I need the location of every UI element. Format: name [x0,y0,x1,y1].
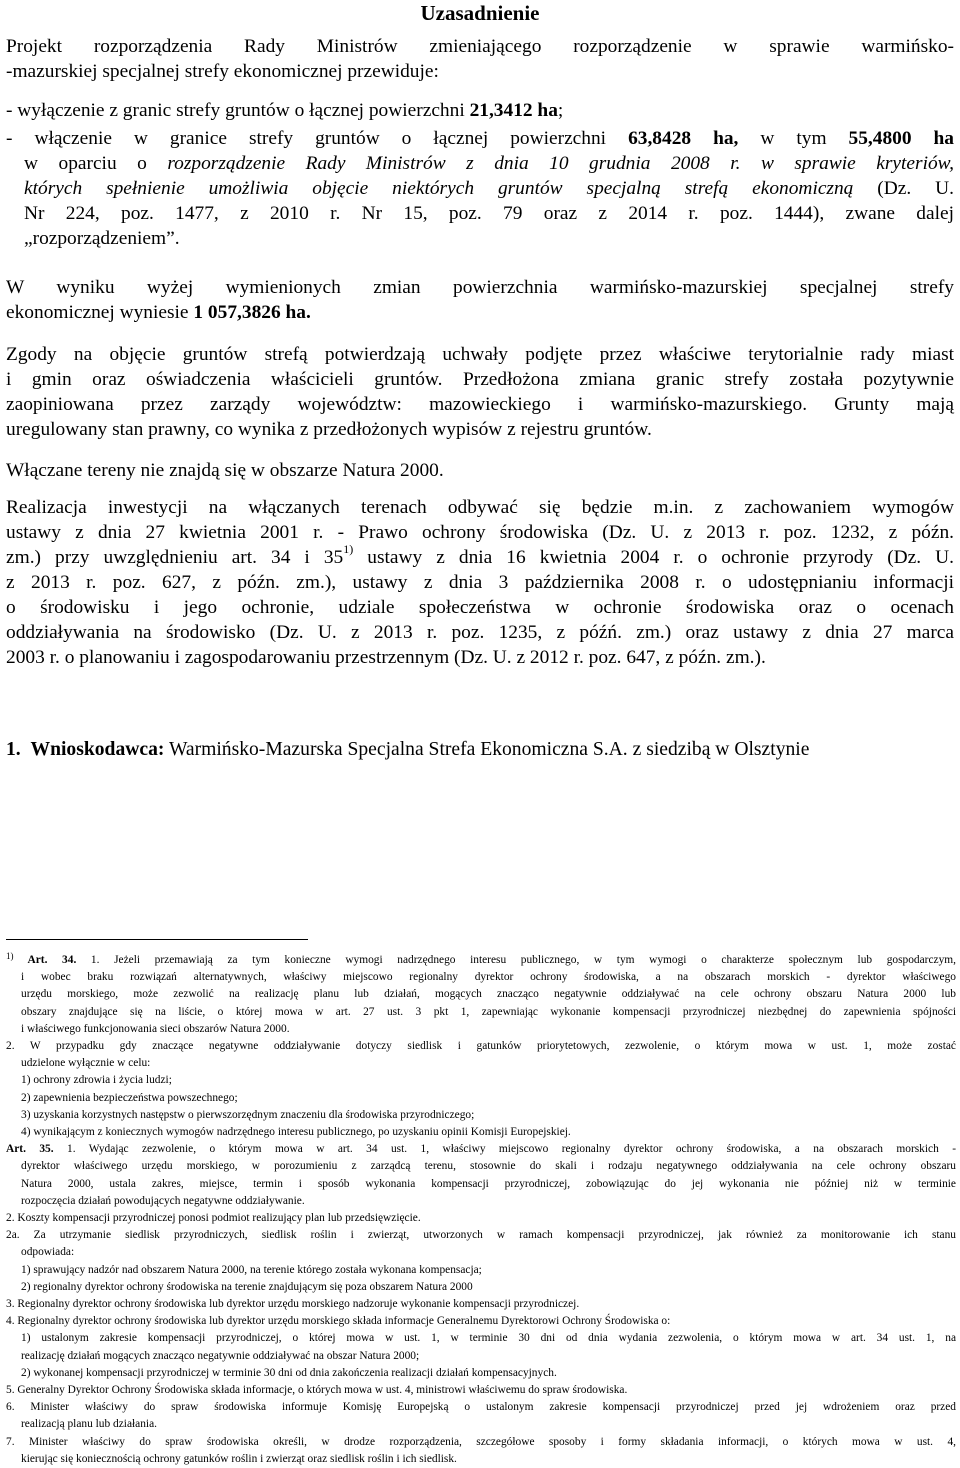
footnote-text: 2) zapewnienia bezpieczeństwa powszechnego; [21,1091,238,1104]
text-line: W wyniku wyżej wymienionych zmian powierzchnia warmińsko-mazurskiej specjalnej strefy [6,277,954,298]
area-paragraph [6,275,954,325]
text-line: -mazurskiej specjalnej strefy ekonomicznej przewiduje: [6,61,439,82]
natura-paragraph [6,458,954,483]
bullet-text: - włączenie w granice strefy gruntów o łącznej powierzchni [6,128,629,149]
footnote-text: 4. Regionalny dyrektor ochrony środowiska lub dyrektor urzędu morskiego składa informacje Generalnemu Dyrektorowi Ochrony Środowiska o: [6,1315,671,1328]
footnote-text: realizację działań mogących znacząco negatywnie oddziaływać na obszar Natura 2000; [21,1349,420,1362]
footnote-text: 2a. Za utrzymanie siedlisk przyrodniczych, siedlisk roślin i zwierząt, utworzonych w ramach kompensacji przyrodniczej, jak również za monitorowanie ich stanu [6,1229,956,1242]
footnote-text: 3) uzyskania korzystnych następstw o pierwszorzędnym znaczeniu dla środowiska przyrodniczego; [21,1108,475,1121]
footnote-text: dyrektor właściwego urzędu morskiego, w porozumieniu z zarządcą terenu, stosownie do skali i rodzaju negatywnego oddziaływania na cele ochrony obszaru [21,1160,956,1173]
punct: ; [557,100,564,121]
footnote-text: 1) sprawujący nadzór nad obszarem Natura 2000, na terenie którego została wykonana kompensacja; [21,1263,482,1276]
text-line: Realizacja inwestycji na włączanych terenach odbywać się będzie m.in. z zachowaniem wymogów [6,497,954,518]
area-value: 63,8428 ha, [628,128,739,149]
text-line: zaopiniowana przez zarządy województw: mazowieckiego i warmińsko-mazurskiego. Grunty mają [6,394,954,415]
footnote-text: 1) ustalonym zakresie kompensacji przyrodniczej, o której mowa w ust. 1, w terminie 30 dni od dnia wydania zezwolenia, o którym mowa w art. 34 ust. 1, na [21,1332,956,1345]
bullet-text: w tym [738,128,849,149]
implementation-paragraph [6,495,954,670]
footnote-mark: 1) [6,951,14,961]
citation: „rozporządzeniem”. [24,228,180,249]
text-line: ustawy z dnia 27 kwietnia 2001 r. - Prawo ochrony środowiska (Dz. U. z 2013 r. poz. 1232, z późn. [6,522,954,543]
total-area-value: 1 057,3826 ha. [193,302,311,323]
footnote-text: urzędu morskiego, może zezwolić na realizację planu lub działań, mogących znacząco negatywnie oddziaływać na cele ochrony obszaru Natura 2000 lub [21,988,956,1001]
area-value: 21,3412 ha [469,100,558,121]
footnote-text: 1) ochrony zdrowia i życia ludzi; [21,1074,172,1087]
section-number: 1. [6,739,21,760]
bullet-text: - wyłączenie z granic strefy gruntów o łącznej powierzchni [6,100,470,121]
article-label: Art. 35. [6,1143,54,1156]
applicant-label: Wnioskodawca: [30,739,165,760]
area-value: 55,4800 ha [848,128,954,149]
text-line: z 2013 r. poz. 627, z późn. zm.), ustawy z dnia 3 października 2008 r. o udostępnianiu informacji [6,572,954,593]
bullet-text: w oparciu o [24,153,168,174]
footnote-text: 4) wynikającym z koniecznych wymogów nadrzędnego interesu publicznego, po uzyskaniu opinii Komisji Europejskiej. [21,1126,571,1139]
text-line: zm.) przy uwzględnieniu art. 34 i 35 [6,547,344,568]
citation: (Dz. U. [853,178,954,199]
regulation-title: których spełnienie umożliwia objęcie niektórych gruntów specjalną strefą ekonomiczną [24,178,854,199]
footnote-text: Natura 2000, ustala zakres, miejsce, termin i sposób wykonania kompensacji przyrodniczej, zobowiązując do jej wykonania nie później niż w terminie [21,1177,956,1190]
citation: Nr 224, poz. 1477, z 2010 r. Nr 15, poz. 79 oraz z 2014 r. poz. 1444), zwane dalej [24,203,954,224]
text-line: ustawy z dnia 16 kwietnia 2004 r. o ochronie przyrody (Dz. U. [353,547,954,568]
applicant-line [6,738,956,762]
footnote-text: 3. Regionalny dyrektor ochrony środowiska lub dyrektor urzędu morskiego nadzoruje wykonanie kompensacji przyrodniczej. [6,1298,580,1311]
footnote-text: i właściwego funkcjonowania sieci obszarów Natura 2000. [21,1022,290,1035]
intro-paragraph [6,34,954,84]
bullet-inclusion [6,126,954,251]
text-line: 2003 r. o planowaniu i zagospodarowaniu przestrzennym (Dz. U. z 2012 r. poz. 647, z późn. zm.). [6,647,766,668]
bullet-exclusion [6,98,954,123]
footnote-divider [6,939,308,940]
footnote-text: 1. Jeżeli przemawiają za tym konieczne wymogi nadrzędnego interesu publicznego, w tym wymogi o charakterze społecznym lub gospodarczym, [90,954,956,966]
footnote-ref[interactable]: 1) [343,542,354,556]
footnote-text: rozpoczęcia działań powodujących negatywne oddziaływanie. [21,1194,305,1207]
footnote-text: 1. Wydając zezwolenie, o którym mowa w art. 34 ust. 1, właściwy miejscowo regionalny dyrektor ochrony środowiska, a na obszarach morskich - [53,1143,956,1156]
regulation-title: rozporządzenie Rady Ministrów z dnia 10 grudnia 2008 r. w sprawie kryteriów, [167,153,955,174]
page-title: Uzasadnienie [420,1,540,25]
footnote-text: 7. Minister właściwy do spraw środowiska określi, w drodze rozporządzenia, szczegółowe sposoby i formy składania informacji, o których mowa w ust. 4, [6,1435,956,1448]
text-line: Projekt rozporządzenia Rady Ministrów zmieniającego rozporządzenie w sprawie warmińsko- [6,36,954,57]
footnote-text: 2. W przypadku gdy znaczące negatywne oddziaływanie dotyczy siedlisk i gatunków priorytetowych, zezwolenie, o którym mowa w ust. 1, może zostać [6,1040,956,1053]
text-line: i gmin oraz oświadczenia właścicieli gruntów. Przedłożona zmiana granic strefy została pozytywnie [6,369,954,390]
footnote-text: 6. Minister właściwy do spraw środowiska informuje Komisję Europejską o ustalonym zakresie kompensacji przyrodniczej przed jej wdrożeniem oraz przed [6,1401,956,1414]
consents-paragraph [6,342,954,442]
footnote-text: 2) regionalny dyrektor ochrony środowiska na terenie znajdującym się poza obszarem Natura 2000 [21,1280,473,1293]
text-line: uregulowany stan prawny, co wynika z przedłożonych wypisów z rejestru gruntów. [6,419,652,440]
footnote-text: i wobec braku rozwiązań alternatywnych, właściwy miejscowo regionalny dyrektor ochrony środowiska, a na obszarach morskich - dyrektor właściwego [21,971,956,984]
text-line: Włączane tereny nie znajdą się w obszarze Natura 2000. [6,460,444,481]
text-line: Zgody na objęcie gruntów strefą potwierdzają uchwały podjęte przez właściwe terytorialnie rady miast [6,344,954,365]
footnote-text: kierując się koniecznością ochrony gatunków roślin i zwierząt oraz siedlisk roślin i ich siedlisk. [21,1452,457,1465]
footnote-text: 2) wykonanej kompensacji przyrodniczej w terminie 30 dni od dnia zakończenia realizacji działań kompensacyjnych. [21,1366,557,1379]
footnote-text: odpowiada: [21,1246,75,1259]
footnote [6,952,956,1468]
article-label: Art. 34. [27,954,77,966]
text-line: oddziaływania na środowisko (Dz. U. z 2013 r. poz. 1235, z późń. zm.) oraz ustawy z dnia 27 marca [6,622,954,643]
footnote-text: 5. Generalny Dyrektor Ochrony Środowiska składa informacje, o których mowa w ust. 4, ministrowi właściwemu do spraw środowiska. [6,1384,628,1397]
applicant-name: Warmińsko-Mazurska Specjalna Strefa Ekonomiczna S.A. z siedzibą w Olsztynie [164,739,810,760]
footnote-text: realizacją planu lub działania. [21,1418,157,1431]
text-line: o środowisku i jego ochronie, udziale społeczeństwa w ochronie środowiska oraz o ocenach [6,597,954,618]
footnote-text: 2. Koszty kompensacji przyrodniczej ponosi podmiot realizujący plan lub przedsięwzięcie. [6,1212,421,1225]
footnote-text: udzielone wyłącznie w celu: [21,1057,151,1070]
text-line: ekonomicznej wyniesie [6,302,194,323]
footnote-text: obszary znajdujące się na liście, o której mowa w art. 27 ust. 3 pkt 1, zapewniając wykonanie kompensacji przyrodniczej niezbędnej do zapewnienia spójności [21,1005,956,1018]
